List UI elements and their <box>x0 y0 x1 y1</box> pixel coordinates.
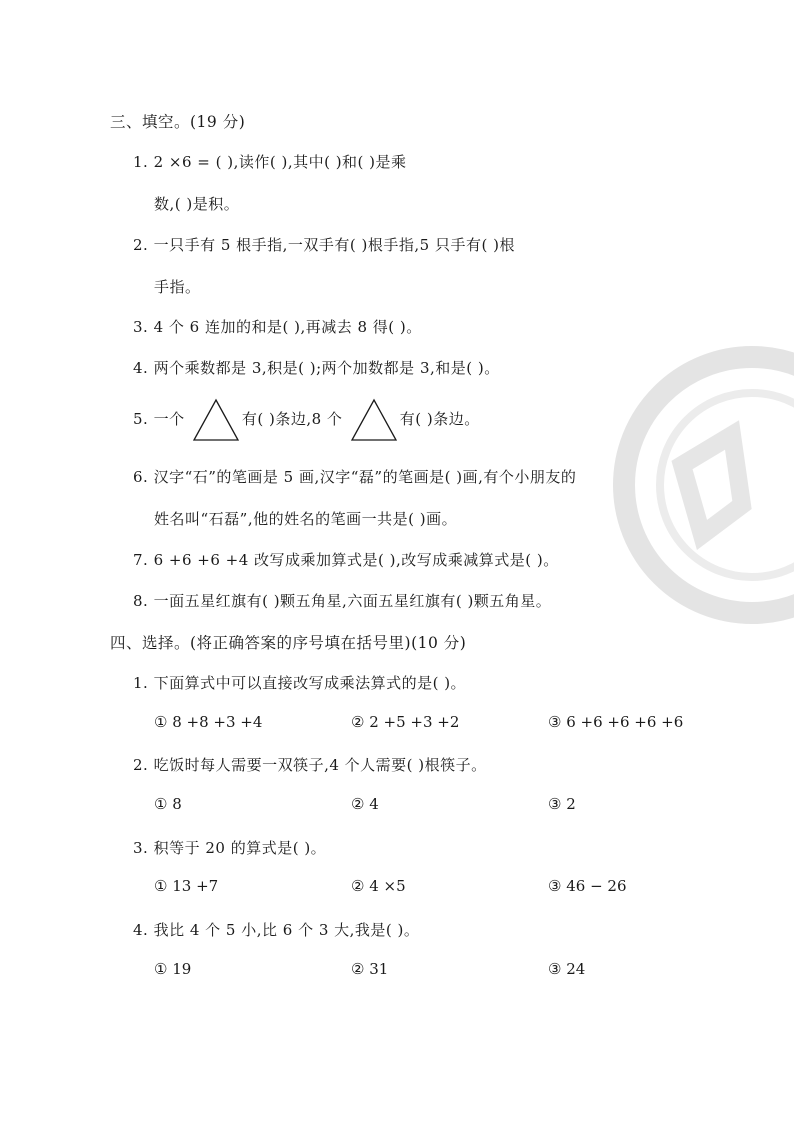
section-3-title: 三、填空。(19 分) <box>110 113 246 131</box>
q4-3-option-2: ② 4 ×5 <box>351 877 406 895</box>
q3-5 <box>133 398 480 442</box>
watermark-seal-icon <box>612 345 794 625</box>
q4-1-option-1: ① 8 +8 +3 +4 <box>154 713 263 731</box>
q4-4-option-3: ③ 24 <box>548 960 586 978</box>
q3-8: 8. 一面五星红旗有( )颗五角星,六面五星红旗有( )颗五角星。 <box>133 592 552 610</box>
q4-2-option-2: ② 4 <box>351 795 379 813</box>
q3-6-line-1: 6. 汉字“石”的笔画是 5 画,汉字“磊”的笔画是( )画,有个小朋友的 <box>133 468 577 486</box>
q3-2-line-2: 手指。 <box>154 278 201 296</box>
q3-1-line-2: 数,( )是积。 <box>154 195 240 213</box>
q4-4-option-2: ② 31 <box>351 960 389 978</box>
q3-5-prefix: 5. 一个 <box>133 410 185 428</box>
q4-3-option-1: ① 13 +7 <box>154 877 219 895</box>
q3-3: 3. 4 个 6 连加的和是( ),再减去 8 得( )。 <box>133 318 422 336</box>
q4-2-option-3: ③ 2 <box>548 795 576 813</box>
triangle-icon <box>350 398 398 442</box>
q4-3: 3. 积等于 20 的算式是( )。 <box>133 839 327 857</box>
q4-2: 2. 吃饭时每人需要一双筷子,4 个人需要( )根筷子。 <box>133 756 487 774</box>
q4-4-option-1: ① 19 <box>154 960 192 978</box>
section-4-title: 四、选择。(将正确答案的序号填在括号里)(10 分) <box>110 634 467 652</box>
q4-1-option-2: ② 2 +5 +3 +2 <box>351 713 460 731</box>
q3-1-line-1: 1. 2 ×6 = ( ),读作( ),其中( )和( )是乘 <box>133 153 407 171</box>
q3-4: 4. 两个乘数都是 3,积是( );两个加数都是 3,和是( )。 <box>133 359 500 377</box>
q3-2-line-1: 2. 一只手有 5 根手指,一双手有( )根手指,5 只手有( )根 <box>133 236 515 254</box>
q4-3-option-3: ③ 46 − 26 <box>548 877 627 895</box>
q4-4: 4. 我比 4 个 5 小,比 6 个 3 大,我是( )。 <box>133 921 420 939</box>
q4-1: 1. 下面算式中可以直接改写成乘法算式的是( )。 <box>133 674 467 692</box>
triangle-icon <box>192 398 240 442</box>
q3-6-line-2: 姓名叫“石磊”,他的姓名的笔画一共是( )画。 <box>154 510 458 528</box>
q4-2-option-1: ① 8 <box>154 795 182 813</box>
q3-5-suffix: 有( )条边。 <box>399 410 480 428</box>
q3-5-middle: 有( )条边,8 个 <box>241 410 343 428</box>
q3-7: 7. 6 +6 +6 +4 改写成乘加算式是( ),改写成乘减算式是( )。 <box>133 551 559 569</box>
q4-1-option-3: ③ 6 +6 +6 +6 +6 <box>548 713 684 731</box>
